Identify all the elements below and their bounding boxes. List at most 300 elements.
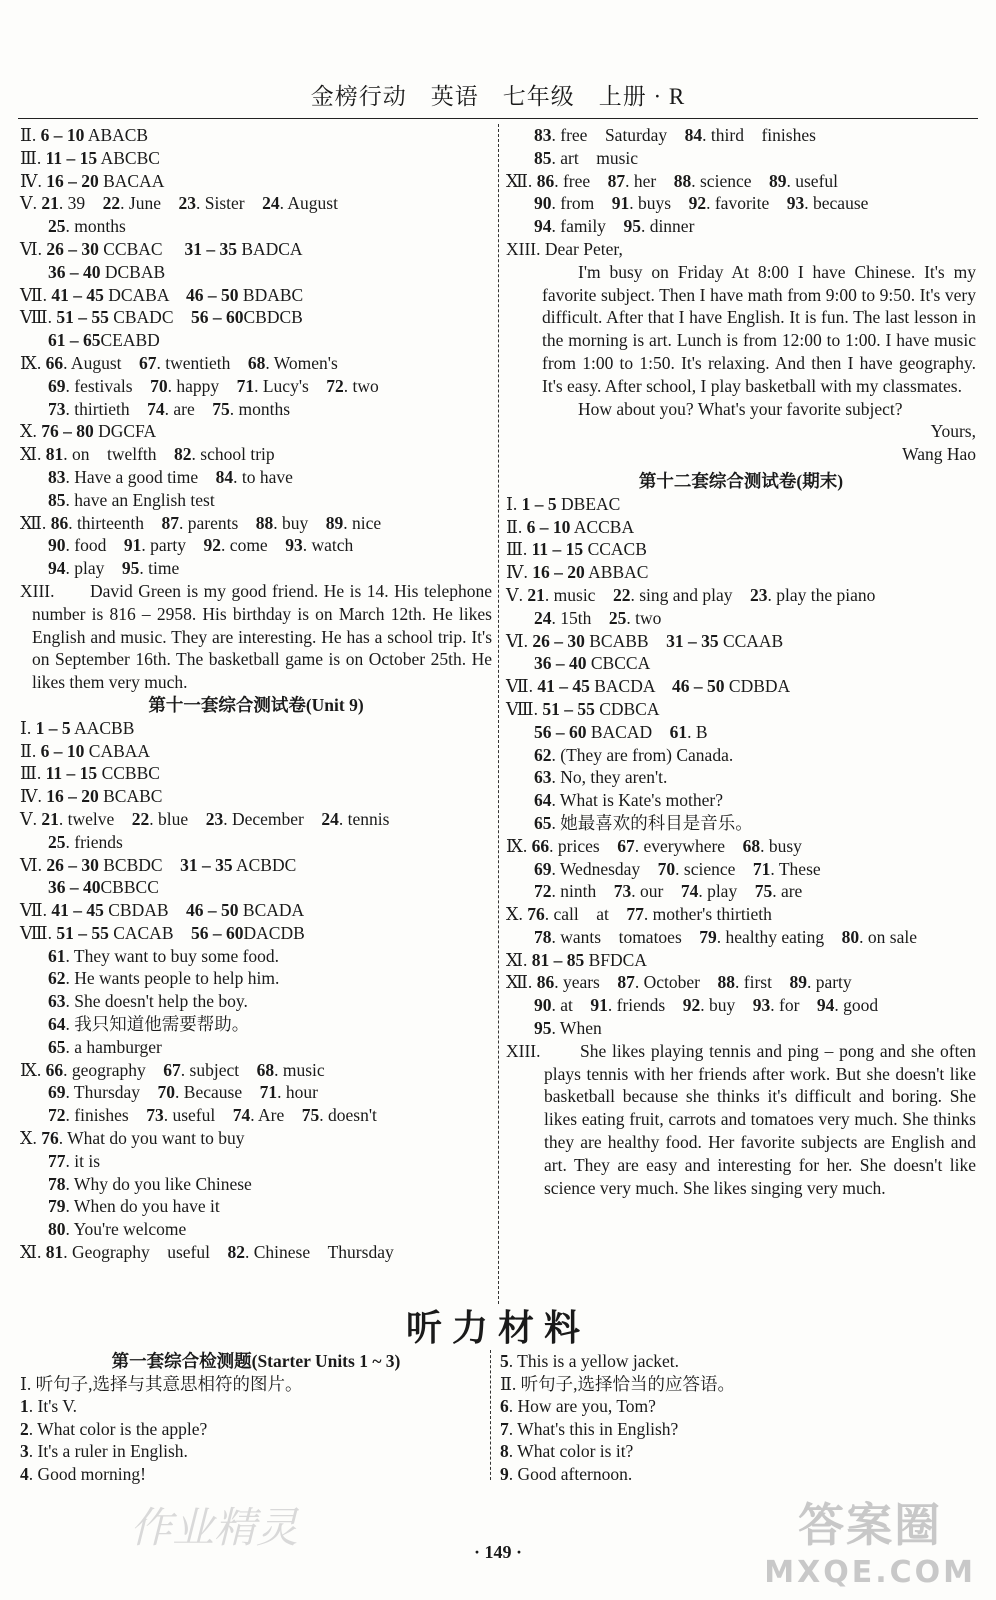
answer-line [20,990,492,1013]
answer-number: 94 [534,216,552,237]
answer-text: BCABB [584,630,667,651]
answer-number: 61 [669,721,688,742]
answer-text: ACBDC [232,854,297,875]
answer-text: . ninth [551,881,614,902]
answer-number: 81 [45,1242,64,1263]
answer-line [20,1013,492,1036]
answer-text: CBDAB [103,900,187,921]
answer-line [20,375,492,398]
answer-text: BCABC [98,786,163,807]
answer-text: Ⅴ. [20,193,42,214]
answer-text: . She doesn't help the boy. [65,991,248,1012]
answer-number: 69 [48,375,66,396]
watermark-logo-line1: 答案圈 [798,1498,943,1552]
answer-text: . What do you want to buy [58,1128,245,1149]
answer-line [20,466,492,489]
answer-number: 51 – 55 [56,922,109,943]
answer-text: . third finishes [702,125,816,145]
answer-line [20,717,492,740]
listening-right [500,1350,976,1485]
listening-left-list [20,1373,492,1486]
answer-number: 63 [48,991,66,1012]
answer-line [506,607,976,630]
answer-text: . What color is the apple? [28,1418,208,1439]
answer-number: 86 [536,972,555,993]
answer-text: Ⅻ. [20,512,51,533]
answer-text: Ⅳ. [20,170,47,191]
answer-line [20,876,492,899]
answer-number: 1 – 5 [521,493,557,514]
answer-line [20,306,492,329]
answer-number: 73 [146,1105,164,1126]
page-number: · 149 · [473,1542,522,1562]
answer-line [20,398,492,421]
answer-text: BADCA [236,238,303,259]
answer-text: . Good afternoon. [508,1463,633,1484]
answer-line [20,899,492,922]
answer-number: 95 [534,1018,552,1039]
answer-text: . Geography useful [63,1242,228,1263]
answer-text: . two [626,607,662,628]
answer-number: 94 [816,995,835,1016]
answer-text: . twentieth [156,352,248,373]
answer-number: 82 [227,1242,245,1263]
answer-text: . on sale [859,926,918,947]
answer-line [500,1350,976,1373]
answer-number: 74 [680,881,699,902]
answer-number: 6 – 10 [40,125,85,145]
answer-number: 79 [48,1196,66,1217]
answer-number: 26 – 30 [46,854,99,875]
answer-number: 21 [41,193,59,214]
answer-text: . subject [180,1059,257,1080]
answer-number: 86 [50,512,69,533]
left-essay-text: David Green is my good friend. He is 14. His telephone number is 816 – 2958. His birthday is on March 12th. He likes English and music. They are interesting. He has a school trip. It's on September 16th. The basketball game is on October 25th. He likes them very much. [32,580,492,693]
answer-line [20,1104,492,1127]
answer-line [20,1218,492,1241]
answer-number: 89 [789,972,807,993]
answer-text: . Have a good time [65,466,216,487]
answer-line [506,698,976,721]
answer-number: 16 – 20 [532,562,585,583]
answer-line [20,1463,492,1486]
answer-text: . thirtieth [65,398,148,419]
answer-text: . buy [273,512,326,533]
answer-number: 80 [48,1219,66,1240]
answer-number: 25 [48,216,66,237]
answer-text: . Women's [265,352,338,373]
answer-number: 56 – 60 [191,922,244,943]
left-column [20,124,492,1264]
answer-text: BACAD [586,721,670,742]
answer-number: 5 [500,1351,509,1371]
answer-line [500,1418,976,1441]
answer-text: CBADC [108,307,191,328]
answer-line [20,1036,492,1059]
answer-text: Ⅷ. [506,698,543,719]
answer-number: 26 – 30 [532,630,585,651]
answer-text: Ⅻ. [506,170,537,191]
answer-text: . Why do you like Chinese [65,1173,252,1194]
watermark-left: 作业精灵 [130,1503,299,1552]
answer-text: . favorite [706,193,787,214]
answer-text: . twelve [58,808,132,829]
answer-text: . friends [607,995,683,1016]
listening-right-list [500,1350,976,1485]
listening-set-title: 第一套综合检测题(Starter Units 1 ~ 3) [111,1351,401,1371]
answer-number: 1 – 5 [35,717,71,738]
answer-line [20,284,492,307]
answer-text: Ⅸ. [506,835,532,856]
answer-line [20,557,492,580]
answer-number: 92 [682,995,701,1016]
answer-text: Ⅱ. [506,516,527,537]
answer-number: 56 – 60 [534,721,587,742]
answer-text: Ⅴ. [20,808,42,829]
answer-text: CABAA [84,740,151,761]
answer-number: 89 [325,512,344,533]
answer-text: . music [274,1059,325,1080]
answer-text: . are [164,398,213,419]
answer-text: . August [63,352,139,373]
answer-text: CCAAB [718,630,784,651]
answer-text: Ⅹ. [20,421,42,442]
answer-number: 7 [500,1418,509,1439]
answer-number: 84 [684,125,703,145]
right-essay-text: She likes playing tennis and ping – pong and she often plays tennis with her friends after work. But she doesn't like basketball because she thinks it's difficult and boring. She likes eating fruit, carrots and tomatoes very much. She thinks they are healthy food. Her favorite subjects are English and art. They are easy and interesting for her. She doesn't like science very much. She likes singing very much. [544,1040,976,1198]
answer-line [20,1195,492,1218]
answer-line [500,1373,976,1396]
answer-number: 67 [139,352,157,373]
answer-line [20,967,492,990]
answer-text: Ⅴ. [506,584,528,605]
answer-number: 91 [123,535,142,556]
listening-divider [490,1350,491,1480]
answer-text: . parents [179,512,256,533]
answer-number: 79 [699,926,717,947]
answer-text: . free Saturday [551,125,685,145]
answer-text: . useful [163,1105,233,1126]
answer-line [506,147,976,170]
answer-number: 91 [611,193,630,214]
answer-line [500,1463,976,1486]
answer-number: 41 – 45 [51,900,104,921]
answer-text: . healthy eating [716,926,842,947]
answer-text: Ⅰ. [20,717,36,738]
answer-number: 9 [500,1463,509,1484]
answer-text: . wants tomatoes [551,926,700,947]
answer-text: . When do you have it [65,1196,220,1217]
listening-title: 听力材料 [405,1308,590,1349]
answer-number: 82 [174,444,192,465]
answer-text: . 15th [551,607,609,628]
answer-text: . play the piano [767,584,876,605]
answer-number: 62 [534,744,552,765]
answer-text: ABCBC [97,147,160,168]
answer-number: 66 [45,1059,64,1080]
answer-text: Ⅵ. [506,630,533,651]
watermark-logo [764,1489,976,1590]
answer-line [20,420,492,443]
answer-number: 89 [769,170,787,191]
answer-number: 78 [48,1173,66,1194]
answer-number: 83 [534,125,552,145]
answer-line [20,1059,492,1082]
answer-text: CACAB [108,922,191,943]
answer-text: Ⅹ. [20,1128,42,1149]
answer-line [506,812,976,835]
right-column [506,124,976,1199]
answer-number: 94 [48,558,66,579]
answer-number: 88 [717,972,735,993]
answer-line [20,831,492,854]
answer-text: . sing and play [630,584,751,605]
answer-text: DACDB [243,922,305,943]
answer-number: 46 – 50 [186,900,239,921]
answer-line [20,534,492,557]
answer-text: . are [772,881,803,902]
answer-number: 21 [41,808,59,829]
answer-text: . (They are from) Canada. [551,744,734,765]
answer-number: 51 – 55 [542,698,595,719]
answer-line [506,630,976,653]
answer-text: . music [544,584,613,605]
answer-text: . thirteenth [68,512,162,533]
answer-number: 84 [215,466,234,487]
right-essay-label: XIII. [506,1040,541,1061]
answer-line [506,903,976,926]
answer-text: . at [551,995,591,1016]
answer-number: 67 [617,835,635,856]
answer-line [20,854,492,877]
answer-number: 88 [673,170,692,191]
answer-text: Ⅳ. [506,562,533,583]
answer-number: 2 [20,1418,29,1439]
answer-number: 6 [500,1396,509,1416]
answer-text: . When [551,1018,602,1039]
answer-text: . No, they aren't. [551,767,668,788]
answer-number: 23 [205,808,224,829]
answer-text: . Chinese Thursday [244,1242,394,1263]
answer-number: 16 – 20 [46,786,99,807]
left-answer-list-2 [20,717,492,1264]
answer-number: 31 – 35 [184,238,237,259]
answer-number: 91 [590,995,608,1016]
answer-text: . B [687,721,708,742]
answer-number: 25 [608,607,627,628]
answer-number: 24 [534,607,552,628]
answer-line [506,926,976,949]
answer-text: BCADA [238,900,305,921]
answer-number: 70 [157,1082,176,1103]
answer-number: 81 [45,444,64,465]
answer-text: CCACB [583,539,647,560]
answer-line [506,493,976,516]
answer-number: 24 [262,193,280,214]
answer-text: . Because [175,1082,260,1103]
answer-text: . festivals [65,375,151,396]
answer-line [20,785,492,808]
answer-text: . time [139,558,180,579]
answer-number: 90 [48,535,66,556]
answer-text: . You're welcome [65,1219,187,1240]
answer-line [506,789,976,812]
page-header: 金榜行动 英语 七年级 上册 · R [310,84,686,109]
answer-number: 61 [48,945,66,966]
answer-number: 46 – 50 [672,676,725,697]
answer-text: Ⅶ. [20,284,52,305]
answer-line [20,1241,492,1264]
answer-line [506,652,976,675]
answer-text: . art music [551,147,639,168]
answer-text: Ⅰ. 听句子,选择与其意思相符的图片。 [20,1373,303,1394]
answer-text: CDBDA [724,676,791,697]
answer-line [506,835,976,858]
answer-text: . for [770,995,817,1016]
answer-text: Ⅷ. [20,307,57,328]
answer-number: 68 [256,1059,275,1080]
answer-line [20,192,492,215]
answer-text: Ⅳ. [20,786,47,807]
answer-number: 66 [531,835,550,856]
answer-text: . prices [549,835,618,856]
answer-number: 90 [534,995,552,1016]
answer-text: . They want to buy some food. [65,945,280,966]
answer-text: . nice [343,512,382,533]
answer-line [500,1440,976,1463]
answer-text: . October [634,972,718,993]
answer-text: . doesn't [319,1105,377,1126]
answer-line [506,1017,976,1040]
answer-number: 95 [623,216,641,237]
answer-number: 85 [534,147,552,168]
answer-text: . call at [544,904,627,925]
answer-line [20,740,492,763]
answer-text: DCABA [103,284,187,305]
answer-line [506,880,976,903]
answer-text: . party [806,972,852,993]
answer-text: BACAA [98,170,165,191]
answer-number: 31 – 35 [666,630,719,651]
answer-text: . geography [63,1059,164,1080]
letter-name: Wang Hao [902,444,976,465]
answer-text: CEABD [100,330,160,351]
answer-line [20,215,492,238]
answer-text: . Sister [195,193,263,214]
answer-number: 11 – 15 [45,763,98,784]
answer-number: 41 – 45 [537,676,590,697]
answer-line [506,766,976,789]
answer-text: . because [804,193,869,214]
answer-text: . Lucy's [254,375,327,396]
answer-number: 88 [255,512,274,533]
answer-text: Ⅱ. 听句子,选择恰当的应答语。 [500,1373,736,1394]
answer-number: 51 – 55 [56,307,109,328]
answer-number: 92 [203,535,222,556]
answer-line [20,512,492,535]
answer-number: 23 [750,584,768,605]
answer-text: . He wants people to help him. [65,968,280,989]
answer-text: DCBAB [100,261,166,282]
answer-text: AACBB [70,717,135,738]
answer-line [506,971,976,994]
answer-text: . June [120,193,179,214]
answer-number: 73 [613,881,632,902]
letter-closing: How about you? What's your favorite subject? [578,398,903,419]
answer-number: 62 [48,968,66,989]
answer-number: 1 [20,1396,29,1416]
answer-line [20,922,492,945]
answer-number: 72 [534,881,552,902]
answer-number: 80 [841,926,860,947]
answer-text: CBBCC [100,877,159,898]
answer-line [506,744,976,767]
answer-text: . watch [302,535,354,556]
answer-text: . first [735,972,790,993]
answer-text: Ⅶ. [506,676,538,697]
answer-text: . her [625,170,674,191]
answer-line [506,721,976,744]
answer-text: . What's this in English? [508,1418,679,1439]
answer-text: Ⅲ. [20,147,46,168]
answer-number: 65 [534,812,552,833]
answer-text: BFDCA [584,949,647,970]
answer-number: 75 [212,398,230,419]
answer-line [20,261,492,284]
answer-number: 70 [657,858,676,879]
answer-line [20,1440,492,1463]
answer-number: 41 – 45 [51,284,104,305]
answer-number: 78 [534,926,552,947]
answer-line [506,949,976,972]
answer-number: 8 [500,1441,509,1461]
answer-text: . everywhere [634,835,743,856]
answer-number: 83 [48,466,66,487]
answer-line [20,238,492,261]
answer-number: 76 – 80 [41,421,94,442]
letter-body: I'm busy on Friday At 8:00 I have Chinese. It's my favorite subject. Then I have math from 9:00 to 9:50. It's very difficult. After that I have English. It is fun. The last lesson in the morning is art. Lunch is from 12:00 to 1:00. I have music from 1:00 to 1:50. It's relaxing. And then I have geography. It's easy. After school, I play basketball with my classmates. [542,261,976,396]
answer-number: 56 – 60 [191,307,244,328]
answer-number: 36 – 40 [534,653,587,674]
answer-number: 90 [534,193,552,214]
answer-number: 71 [752,858,771,879]
answer-number: 6 – 10 [40,740,85,761]
answer-text: CCBBC [97,763,160,784]
answer-number: 77 [48,1150,66,1171]
answer-line [20,170,492,193]
answer-text: . friends [65,831,123,852]
answer-number: 25 [48,831,66,852]
answer-text: . 我只知道他需要帮助。 [65,1014,250,1035]
answer-text: DBEAC [556,493,621,514]
answer-number: 64 [48,1014,66,1035]
answer-line [20,945,492,968]
answer-text: . a hamburger [65,1036,162,1057]
answer-number: 67 [163,1059,181,1080]
answer-number: 24 [321,808,339,829]
answer-number: 93 [786,193,805,214]
answer-number: 4 [20,1463,29,1484]
answer-text: . August [279,193,338,214]
answer-line [20,1150,492,1173]
answer-text: Ⅺ. [20,444,46,465]
answer-text: Ⅱ. [20,125,41,145]
answer-number: 21 [527,584,545,605]
answer-text: . What is Kate's mother? [551,790,723,811]
answer-text: . family [551,216,624,237]
answer-text: . mother's thirtieth [643,904,772,925]
right-set-title: 第十二套综合测试卷(期末) [638,470,844,491]
